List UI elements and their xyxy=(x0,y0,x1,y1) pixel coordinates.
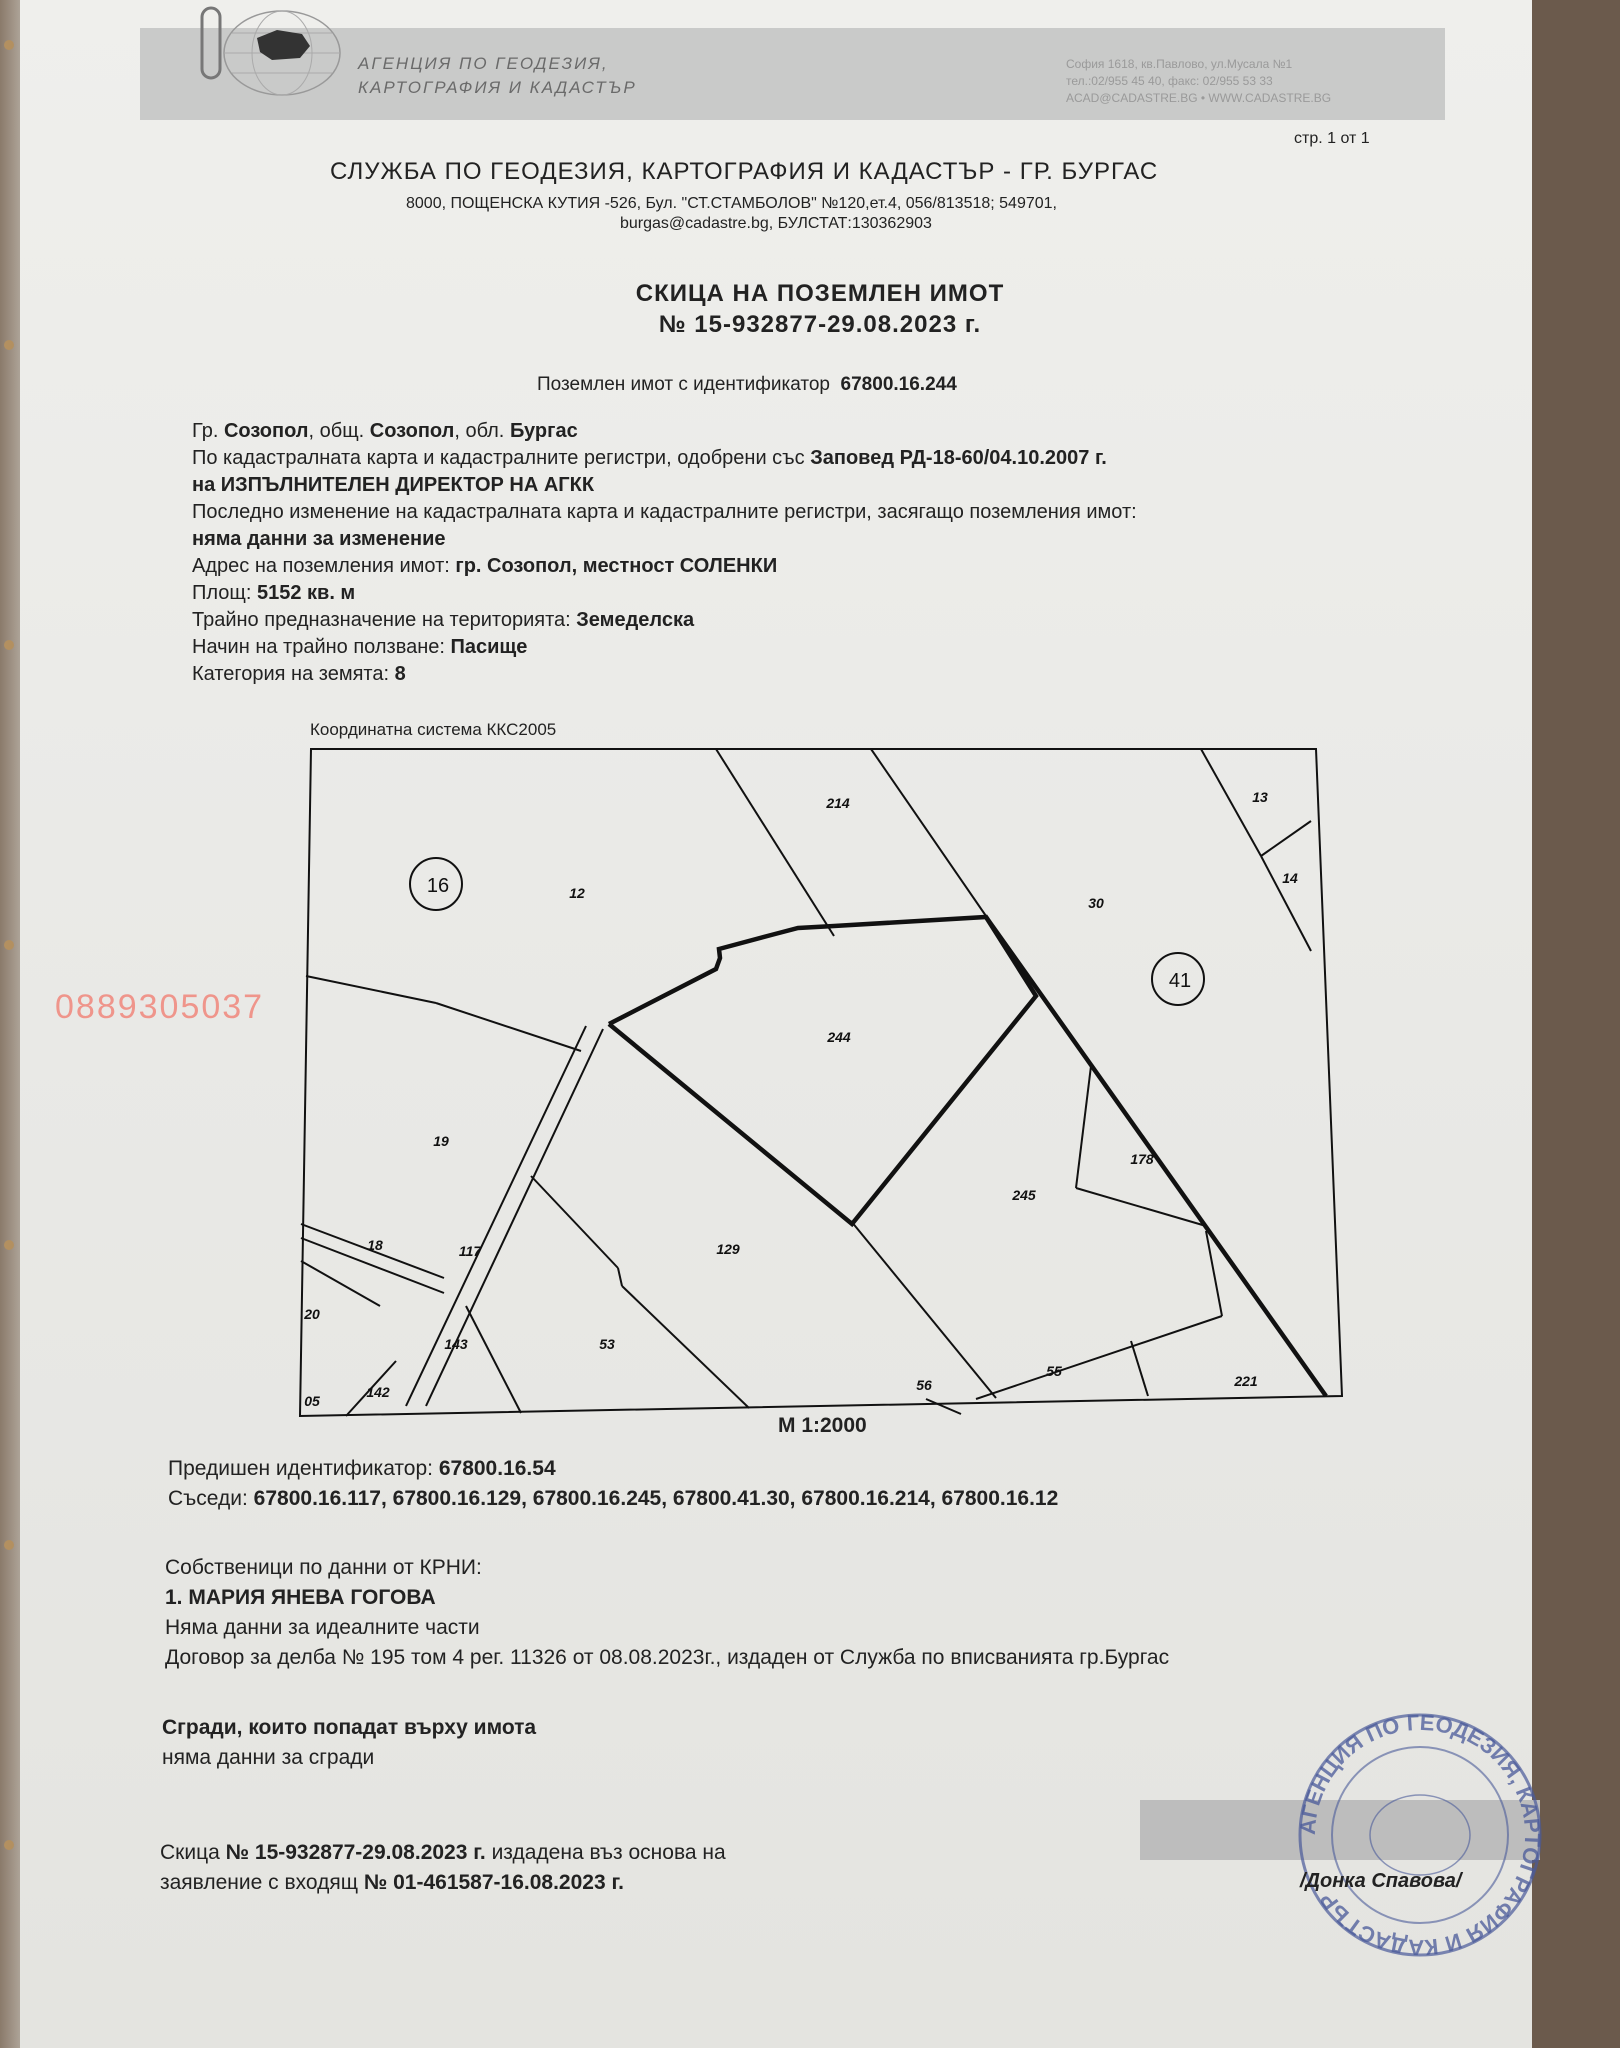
contact-line3: ACAD@CADASTRE.BG • WWW.CADASTRE.BG xyxy=(1066,91,1332,105)
line-117-a xyxy=(406,1026,586,1406)
usage-label: Начин на трайно ползване: xyxy=(192,636,445,658)
neighbors-value: 67800.16.117, 67800.16.129, 67800.16.245, 67800.41.30, 67800.16.214, 67800.16.12 xyxy=(253,1487,1059,1510)
neighbors-label: Съседи: xyxy=(168,1487,248,1510)
page-number: стр. 1 от 1 xyxy=(1294,130,1370,147)
previous-identifier-line xyxy=(168,1454,1468,1484)
order-line xyxy=(192,445,1392,472)
agency-name-line2: КАРТОГРАФИЯ И КАДАСТЪР xyxy=(358,78,637,97)
footer-prefix1: Скица xyxy=(160,1841,220,1864)
purpose-value: Земеделска xyxy=(576,609,695,631)
label-19: 19 xyxy=(433,1133,449,1149)
signer-name: /Донка Спавова/ xyxy=(1300,1870,1462,1892)
category-value: 8 xyxy=(394,663,406,685)
buildings-heading xyxy=(162,1713,536,1743)
property-info xyxy=(192,418,1392,688)
owner-deed: Договор за делба № 195 том 4 рег. 11326 от 08.08.2023г., издаден от Служба по вписванията гр.Бургас xyxy=(165,1646,1170,1669)
parcel-244-boundary xyxy=(609,917,1036,1224)
label-05: 05 xyxy=(304,1393,320,1409)
footer-prefix2: заявление с входящ xyxy=(160,1871,359,1894)
last-change-value: няма данни за изменение xyxy=(192,528,446,550)
office-address xyxy=(406,194,1306,234)
label-214: 214 xyxy=(826,795,850,811)
globe-logo-icon xyxy=(202,8,342,98)
area-line xyxy=(192,580,1392,607)
contact-line1: София 1618, кв.Павлово, ул.Мусала №1 xyxy=(1066,57,1293,71)
agency-contact xyxy=(1066,56,1396,107)
address-label: Адрес на поземления имот: xyxy=(192,555,450,577)
line-13-14 xyxy=(1261,821,1311,856)
watermark-phone: 0889305037 xyxy=(55,988,265,1026)
location-line xyxy=(192,418,1392,445)
footer-suffix1: издадена въз основа на xyxy=(491,1841,726,1864)
label-245: 245 xyxy=(1012,1187,1036,1203)
address-value: гр. Созопол, местност СОЛЕНКИ xyxy=(455,555,778,577)
binder-hole xyxy=(4,640,14,650)
official-stamp-icon xyxy=(1290,1700,1550,1970)
town: Созопол xyxy=(223,420,309,442)
label-12: 12 xyxy=(569,885,585,901)
map-frame xyxy=(300,749,1342,1416)
identifier-line xyxy=(537,374,957,396)
binder-hole xyxy=(4,1540,14,1550)
purpose-label: Трайно предназначение на територията: xyxy=(192,609,571,631)
binder-hole xyxy=(4,40,14,50)
label-13: 13 xyxy=(1252,789,1268,805)
footer-sketch-number: № 15-932877-29.08.2023 г. xyxy=(225,1841,486,1864)
footer-block xyxy=(160,1838,726,1898)
usage-line xyxy=(192,634,1392,661)
previous-identifier-value: 67800.16.54 xyxy=(438,1457,556,1480)
identifier-value: 67800.16.244 xyxy=(840,374,957,395)
label-16: 16 xyxy=(426,875,450,897)
contact-line2: тел.:02/955 45 40, факс: 02/955 53 33 xyxy=(1066,74,1273,88)
label-117: 117 xyxy=(458,1243,482,1259)
footer-request-number: № 01-461587-16.08.2023 г. xyxy=(363,1871,624,1894)
line-129-right xyxy=(851,1221,996,1398)
order-line2 xyxy=(192,472,1392,499)
agency-name-line1: АГЕНЦИЯ ПО ГЕОДЕЗИЯ, xyxy=(358,54,609,73)
line-178-b xyxy=(1076,1188,1206,1226)
order-value: Заповед РД-18-60/04.10.2007 г. xyxy=(810,447,1107,469)
office-title: СЛУЖБА ПО ГЕОДЕЗИЯ, КАРТОГРАФИЯ И КАДАСТЪР - ГР. БУРГАС xyxy=(330,158,1159,185)
footer-line2 xyxy=(160,1868,726,1898)
category-line xyxy=(192,661,1392,688)
identifier-label: Поземлен имот с идентификатор xyxy=(537,374,830,395)
last-change-label: Последно изменение на кадастралната карта и кадастралните регистри, засягащо поземления имот: xyxy=(192,501,1137,523)
map-scale: М 1:2000 xyxy=(778,1414,867,1437)
label-41: 41 xyxy=(1168,970,1192,992)
label-142: 142 xyxy=(366,1384,390,1400)
label-14: 14 xyxy=(1282,870,1298,886)
line-245-bottom xyxy=(976,1316,1222,1399)
footer-line1 xyxy=(160,1838,726,1868)
label-143: 143 xyxy=(444,1336,468,1352)
binder-hole xyxy=(4,1240,14,1250)
buildings-value: няма данни за сгради xyxy=(162,1746,375,1769)
label-18: 18 xyxy=(367,1237,383,1253)
line-56 xyxy=(926,1399,961,1414)
office-address-line2: burgas@cadastre.bg, БУЛСТАТ:130362903 xyxy=(620,215,932,232)
buildings-heading-text: Сгради, които попадат върху имота xyxy=(162,1716,537,1739)
label-178: 178 xyxy=(1130,1151,1154,1167)
buildings-block xyxy=(162,1713,536,1773)
stamp-text: АГЕНЦИЯ ПО ГЕОДЕЗИЯ, КАРТОГРАФИЯ И КАДАСТЪР xyxy=(1294,1709,1546,1961)
label-55: 55 xyxy=(1046,1363,1062,1379)
binder-hole xyxy=(4,1840,14,1850)
label-20: 20 xyxy=(304,1306,320,1322)
line-129-left xyxy=(531,1176,618,1268)
label-56: 56 xyxy=(916,1377,932,1393)
line-214-right xyxy=(871,749,986,916)
address-line xyxy=(192,553,1392,580)
municipality: Созопол xyxy=(369,420,455,442)
last-change-value-line xyxy=(192,526,1392,553)
usage-value: Пасище xyxy=(450,636,528,658)
line-178-a xyxy=(1076,1066,1091,1188)
document-title: СКИЦА НА ПОЗЕМЛЕН ИМОТ xyxy=(635,280,1005,307)
label-244: 244 xyxy=(827,1029,851,1045)
previous-identifier-label: Предишен идентификатор: xyxy=(168,1457,433,1480)
agency-name xyxy=(358,52,778,100)
binder-hole xyxy=(4,340,14,350)
order-text: По кадастралната карта и кадастралните регистри, одобрени със xyxy=(192,447,805,469)
order-issuer: на ИЗПЪЛНИТЕЛЕН ДИРЕКТОР НА АГКК xyxy=(192,474,595,496)
purpose-line xyxy=(192,607,1392,634)
owner-name xyxy=(165,1583,1495,1613)
line-20 xyxy=(301,1261,380,1306)
document-number: № 15-932877-29.08.2023 г. xyxy=(658,311,982,338)
owner-1: 1. МАРИЯ ЯНЕВА ГОГОВА xyxy=(165,1586,436,1609)
label-53: 53 xyxy=(599,1336,615,1352)
municipality-prefix: , общ. xyxy=(308,420,365,442)
line-214-left xyxy=(716,749,834,936)
line-129-mid xyxy=(618,1268,622,1286)
owner-shares: Няма данни за идеалните части xyxy=(165,1616,480,1639)
line-143 xyxy=(466,1306,521,1413)
town-prefix: Гр. xyxy=(192,420,219,442)
owners-heading: Собственици по данни от КРНИ: xyxy=(165,1556,482,1579)
neighbors-line xyxy=(168,1484,1468,1514)
region-prefix: , обл. xyxy=(454,420,505,442)
previous-identifier-block xyxy=(168,1454,1468,1514)
category-label: Категория на земята: xyxy=(192,663,390,685)
line-30-divider xyxy=(986,917,1326,1396)
area-value: 5152 кв. м xyxy=(256,582,356,604)
office-address-line1: 8000, ПОЩЕНСКА КУТИЯ -526, Бул. "СТ.СТАМБОЛОВ" №120,ет.4, 056/813518; 549701, xyxy=(406,195,1057,212)
region: Бургас xyxy=(509,420,578,442)
line-19-top xyxy=(306,976,436,1003)
line-129-low xyxy=(622,1286,749,1408)
coordinate-system-label: Координатна система ККС2005 xyxy=(310,720,557,739)
cadastral-map xyxy=(296,746,1346,1414)
label-221: 221 xyxy=(1234,1373,1258,1389)
line-55 xyxy=(1131,1341,1148,1396)
owners-block xyxy=(165,1553,1495,1673)
line-19-top2 xyxy=(436,1003,581,1051)
area-label: Площ: xyxy=(192,582,252,604)
binder-hole xyxy=(4,940,14,950)
label-129: 129 xyxy=(716,1241,740,1257)
label-30: 30 xyxy=(1088,895,1104,911)
